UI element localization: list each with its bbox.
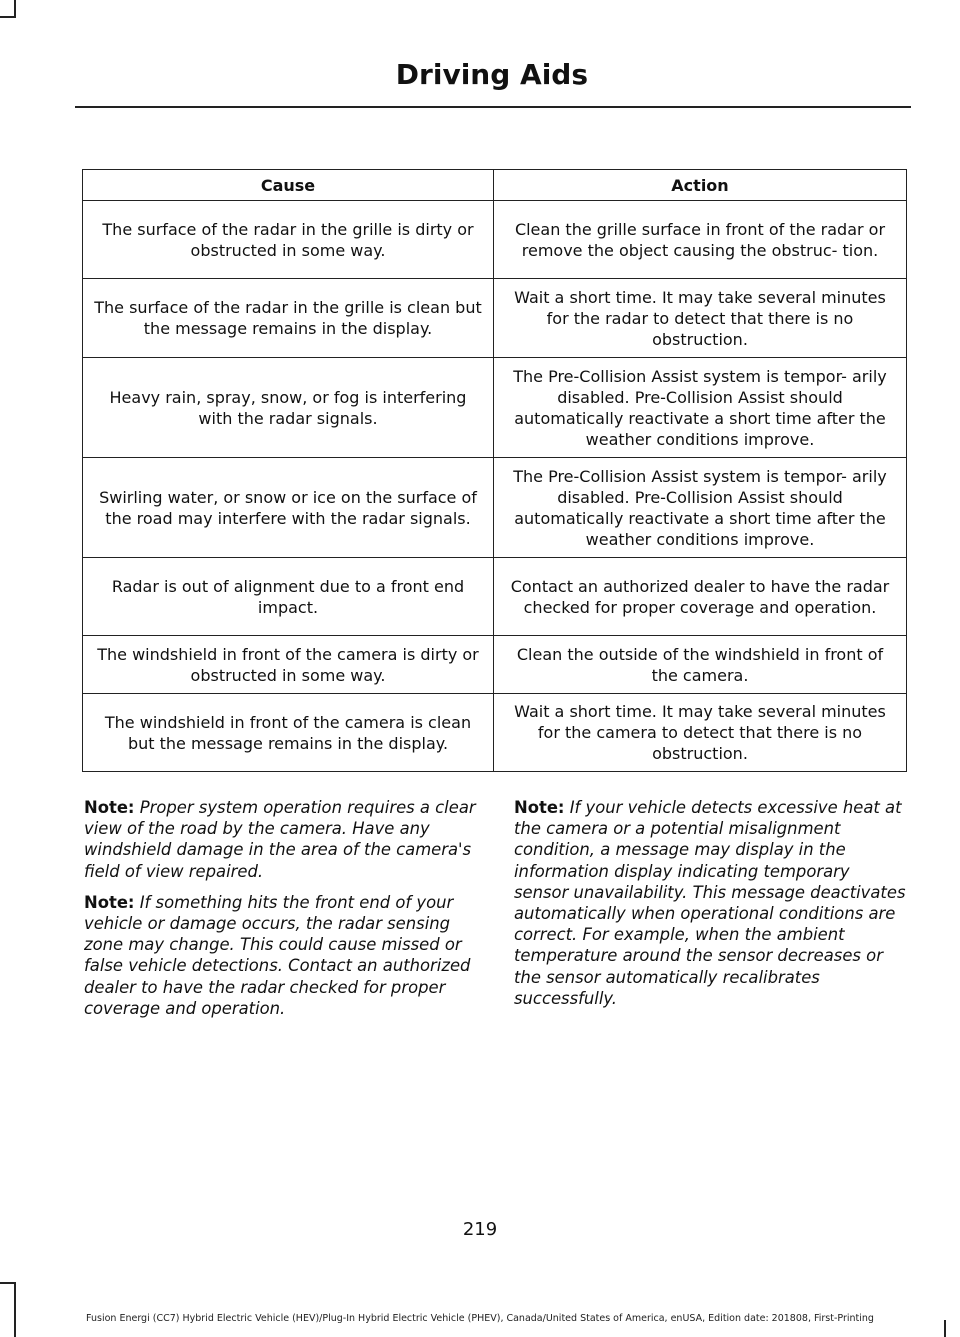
notes-right-column bbox=[514, 797, 908, 1019]
table-row bbox=[83, 358, 907, 458]
page-number: 219 bbox=[462, 1219, 498, 1240]
table-row bbox=[83, 201, 907, 279]
note-label: Note: bbox=[514, 798, 565, 817]
note-excessive-heat bbox=[514, 797, 908, 1009]
note-label: Note: bbox=[84, 892, 135, 912]
cause-cell: The windshield in front of the camera is dirty or obstructed in some way. bbox=[83, 636, 494, 694]
action-cell: Clean the grille surface in front of the radar or remove the object causing the obstruc- tion. bbox=[494, 201, 907, 279]
table-row bbox=[83, 694, 907, 772]
note-text: If something hits the front end of your vehicle or damage occurs, the radar sensing zone may change. This could cause missed or false vehicle detections. Contact an authorized dealer to have the radar checked for proper coverage and operation. bbox=[84, 892, 471, 1018]
action-cell: The Pre-Collision Assist system is tempor- arily disabled. Pre-Collision Assist should automatically reactivate a short time after the weather conditions improve. bbox=[494, 458, 907, 558]
crop-mark-bottom-left bbox=[14, 1282, 16, 1337]
note-label: Note: bbox=[84, 798, 135, 817]
action-cell: Contact an authorized dealer to have the radar checked for proper coverage and operation. bbox=[494, 558, 907, 636]
note-text: If your vehicle detects excessive heat at the camera or a potential misalignment condition, a message may display in the information display indicating temporary sensor unavailability. This message deactivates automatically when operational conditions are correct. For example, when the ambient temperature around the sensor decreases or the sensor automatically recalibrates successfully. bbox=[514, 798, 906, 1008]
note-camera-view bbox=[84, 797, 476, 882]
action-cell: Wait a short time. It may take several minutes for the radar to detect that there is no obstruction. bbox=[494, 279, 907, 358]
cause-cell: Radar is out of alignment due to a front end impact. bbox=[83, 558, 494, 636]
cause-cell: The surface of the radar in the grille is dirty or obstructed in some way. bbox=[83, 201, 494, 279]
table-row bbox=[83, 279, 907, 358]
note-text: Proper system operation requires a clear view of the road by the camera. Have any windshield damage in the area of the camera's field of view repaired. bbox=[84, 798, 476, 881]
action-cell: Wait a short time. It may take several minutes for the camera to detect that there is no obstruction. bbox=[494, 694, 907, 772]
cause-action-table bbox=[82, 169, 907, 772]
footer-edition-text: Fusion Energi (CC7) Hybrid Electric Vehicle (HEV)/Plug-In Hybrid Electric Vehicle (PHEV), Canada/United States of America, enUSA, Edition date: 201808, First-Printing bbox=[86, 1313, 874, 1324]
column-header-cause: Cause bbox=[83, 170, 494, 201]
action-cell: The Pre-Collision Assist system is tempor- arily disabled. Pre-Collision Assist should automatically reactivate a short time after the weather conditions improve. bbox=[494, 358, 907, 458]
cause-cell: The surface of the radar in the grille is clean but the message remains in the display. bbox=[83, 279, 494, 358]
action-cell: Clean the outside of the windshield in front of the camera. bbox=[494, 636, 907, 694]
crop-mark-top-left-h bbox=[0, 16, 16, 18]
table-header-row bbox=[83, 170, 907, 201]
column-header-action: Action bbox=[494, 170, 907, 201]
header-rule bbox=[75, 106, 911, 108]
cause-cell: Swirling water, or snow or ice on the surface of the road may interfere with the radar signals. bbox=[83, 458, 494, 558]
table-row bbox=[83, 636, 907, 694]
note-front-end-damage bbox=[84, 892, 476, 1019]
table-row bbox=[83, 458, 907, 558]
cause-cell: Heavy rain, spray, snow, or fog is interfering with the radar signals. bbox=[83, 358, 494, 458]
notes-left-column bbox=[84, 797, 476, 1029]
table-row bbox=[83, 558, 907, 636]
page-title: Driving Aids bbox=[395, 58, 588, 91]
cause-cell: The windshield in front of the camera is clean but the message remains in the display. bbox=[83, 694, 494, 772]
crop-mark-bottom-left-h bbox=[0, 1282, 16, 1284]
